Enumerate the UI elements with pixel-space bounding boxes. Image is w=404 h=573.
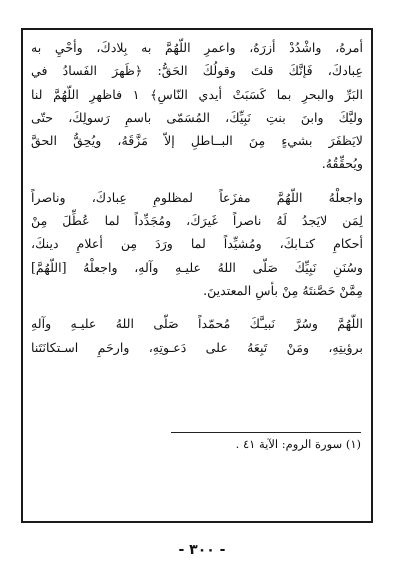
- footnote-divider: [171, 432, 361, 433]
- text-line: مِمَّنْ حَصَّنتَهُ مِنْ بأسِ المعتدينَ.: [203, 282, 363, 298]
- text-line: وسُنَنِ نَبِيِّكَ صَلّى اللهُ عليـهِ وآلهِ، واجعلْهُ [اللّهُمَّ]: [31, 259, 363, 275]
- page-frame: [21, 28, 373, 523]
- text-line: أحكامِ كتـابكَ، ومُشيِّداً لما ورَدَ مِن أعلامِ دينكَ،: [31, 236, 363, 252]
- text-line: برؤيتِهِ، ومَنْ تَبِعَهُ على دَعـوتِهِ، وارحَمِ اسـتكانَتَنا: [31, 339, 363, 355]
- text-line: لايَظفَرَ بشيءٍ مِنَ البــاطلِ إلاّ مَزَّقَهُ، ويُحِقُّ الحقَّ: [31, 133, 363, 149]
- text-line: عِبادكَ، فَإنَّكَ قلتَ وقولُكَ الحَقُّ: ﴿ظَهرَ الفَسادُ في: [31, 63, 363, 79]
- text-line: وليَّكَ وابنَ بنتِ نَبِيِّكَ، المُسَمّى باسمِ رَسولِكَ، حتّى: [31, 109, 363, 125]
- text-line: اللّهُمَّ وسُرَّ نَبيـَّكَ مُحمّداً صَلّى اللهُ عليـهِ وآلهِ: [31, 316, 363, 332]
- body-text: [31, 36, 363, 359]
- footnote: (١) سورة الروم: الآية ٤١ .: [235, 437, 361, 451]
- text-line: البَرِّ والبحرِ بما كَسَبَتْ أيدي النّاسِ﴾ ١ فاظهرِ اللّهُمَّ لنا: [31, 86, 363, 102]
- page-number: - ٣٠٠ -: [178, 542, 226, 558]
- text-line: ويُحقِّقُهُ.: [321, 156, 363, 172]
- text-line: لِمَن لايَجدُ لَهُ ناصراً غَيرَكَ، ومُجَدِّداً لما عُطِّلَ مِنْ: [31, 213, 363, 229]
- text-line: واجعلْهُ اللّهُمَّ مفزَعاً لمظلومِ عِبادكَ، وناصراً: [31, 189, 363, 205]
- text-line: أمرهُ، واشْدُدْ أزرَهُ، واعمرِ اللّهُمَّ به بِلادكَ، وأحْيِ به: [31, 40, 363, 55]
